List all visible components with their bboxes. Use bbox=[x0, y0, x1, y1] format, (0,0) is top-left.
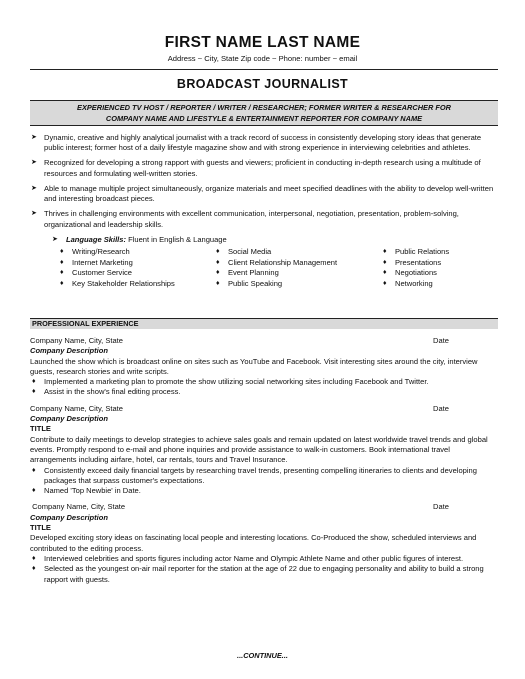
skill-item bbox=[383, 247, 449, 258]
summary-text: Thrives in challenging environments with excellent communication, interpersonal, negotiation, presentation, problem-solving, organizational and leadership skills. bbox=[44, 209, 459, 229]
language-label: Language Skills: bbox=[66, 234, 126, 244]
resume-headline: BROADCAST JOURNALIST bbox=[176, 77, 349, 91]
banner-line-2: COMPANY NAME AND LIFESTYLE & ENTERTAINMENT REPORTER FOR COMPANY NAME bbox=[105, 114, 423, 123]
header-divider bbox=[30, 69, 498, 70]
arrow-bullet-icon: ➤ bbox=[52, 235, 58, 243]
diamond-bullet-icon: ♦ bbox=[60, 269, 64, 277]
skill-item bbox=[60, 279, 175, 290]
summary-item bbox=[30, 133, 498, 154]
job-header bbox=[30, 502, 498, 512]
banner-line-1: EXPERIENCED TV HOST / REPORTER / WRITER / RESEARCHER; FORMER WRITER & RESEARCHER FOR bbox=[77, 103, 451, 112]
skill-item bbox=[60, 258, 175, 269]
diamond-bullet-icon: ♦ bbox=[60, 258, 64, 266]
job-bullet bbox=[30, 486, 498, 496]
diamond-bullet-icon: ♦ bbox=[60, 248, 64, 256]
skill-label: Event Planning bbox=[228, 268, 279, 278]
job-bullet bbox=[30, 466, 498, 487]
continue-marker: ...CONTINUE... bbox=[237, 651, 288, 660]
skill-item bbox=[60, 247, 175, 258]
job-header bbox=[30, 404, 498, 414]
job-summary: Developed exciting story ideas on fascinating local people and interesting locations. Co-Produced the show, scheduled interviews and contributed to the editing process. bbox=[30, 533, 477, 553]
skill-label: Key Stakeholder Relationships bbox=[72, 278, 175, 288]
job-bullet bbox=[30, 554, 498, 564]
skill-item bbox=[216, 258, 337, 269]
job-bullet-text: Named 'Top Newbie' in Date. bbox=[44, 486, 141, 496]
section-heading-experience: PROFESSIONAL EXPERIENCE bbox=[30, 318, 498, 329]
diamond-bullet-icon: ♦ bbox=[383, 258, 387, 266]
skills-column-3 bbox=[383, 247, 449, 289]
arrow-bullet-icon: ➤ bbox=[31, 159, 37, 167]
skills-column-1 bbox=[60, 247, 175, 289]
job-bullet-text: Implemented a marketing plan to promote the show utilizing social networking sites including Facebook and Twitter. bbox=[44, 377, 429, 387]
job-company-description: Company Description bbox=[30, 512, 108, 522]
diamond-bullet-icon: ♦ bbox=[216, 248, 220, 256]
job-entry bbox=[30, 502, 498, 584]
skill-label: Public Relations bbox=[395, 247, 450, 257]
arrow-bullet-icon: ➤ bbox=[31, 210, 37, 218]
job-bullet-text: Assist in the show's final editing process. bbox=[44, 387, 181, 397]
diamond-bullet-icon: ♦ bbox=[32, 565, 36, 573]
summary-item bbox=[30, 158, 498, 179]
diamond-bullet-icon: ♦ bbox=[60, 279, 64, 287]
summary-item bbox=[30, 209, 498, 230]
diamond-bullet-icon: ♦ bbox=[383, 269, 387, 277]
language-value: Fluent in English & Language bbox=[128, 234, 227, 244]
diamond-bullet-icon: ♦ bbox=[216, 258, 220, 266]
skill-label: Negotiations bbox=[395, 268, 437, 278]
skill-label: Networking bbox=[395, 278, 433, 288]
job-entry bbox=[30, 404, 498, 497]
skills-grid bbox=[30, 247, 498, 291]
summary-item bbox=[30, 184, 498, 205]
contact-line: Address ~ City, State Zip code ~ Phone: number ~ email bbox=[167, 54, 358, 63]
job-header bbox=[30, 336, 498, 346]
summary-text: Able to manage multiple project simultaneously, organize materials and meet specified deadlines with the ability to develop well-written and interesting broadcast pieces. bbox=[44, 183, 494, 204]
skill-item bbox=[216, 268, 337, 279]
job-summary: Contribute to daily meetings to develop strategies to achieve sales goals and remain updated on latest worldwide travel trends and global events. Promptly respond to e-mail and phone inquiries and provide assistance to walk-in customers. Book international travel arrangements including airfare, hotel, car rentals, tours and Travel Insurance. bbox=[30, 434, 488, 465]
job-title: TITLE bbox=[30, 523, 51, 533]
job-company-description: Company Description bbox=[30, 346, 108, 356]
job-bullet-text: Consistently exceed daily financial targets by researching travel trends, presenting compelling itineraries to clients and developing packages that surpass customer's expectations. bbox=[44, 465, 477, 485]
diamond-bullet-icon: ♦ bbox=[32, 487, 36, 495]
candidate-name: FIRST NAME LAST NAME bbox=[164, 34, 361, 51]
arrow-bullet-icon: ➤ bbox=[31, 184, 37, 192]
skill-label: Writing/Research bbox=[72, 247, 130, 257]
job-company-description: Company Description bbox=[30, 414, 108, 424]
experience-list bbox=[30, 336, 498, 591]
skill-item bbox=[383, 268, 449, 279]
job-title: TITLE bbox=[30, 424, 51, 434]
job-bullet-text: Selected as the youngest on-air mail reporter for the station at the age of 22 due to engaging personality and ability to build a strong rapport with guests. bbox=[44, 564, 484, 584]
diamond-bullet-icon: ♦ bbox=[32, 554, 36, 562]
skill-item bbox=[383, 279, 449, 290]
diamond-bullet-icon: ♦ bbox=[383, 279, 387, 287]
skill-label: Presentations bbox=[395, 257, 442, 267]
arrow-bullet-icon: ➤ bbox=[31, 134, 37, 141]
skill-item bbox=[216, 279, 337, 290]
summary-text: Recognized for developing a strong rapport with guests and viewers; proficient in conducting in-depth research using a multitude of resources and formulating well-written stories. bbox=[44, 158, 481, 178]
summary-section bbox=[30, 133, 498, 291]
job-company: Company Name, City, State bbox=[30, 502, 126, 512]
skill-label: Client Relationship Management bbox=[228, 257, 338, 267]
language-skills bbox=[30, 235, 498, 245]
diamond-bullet-icon: ♦ bbox=[383, 248, 387, 256]
diamond-bullet-icon: ♦ bbox=[32, 378, 36, 386]
skill-label: Customer Service bbox=[72, 268, 132, 278]
skill-item bbox=[383, 258, 449, 269]
diamond-bullet-icon: ♦ bbox=[216, 269, 220, 277]
job-bullet-text: Interviewed celebrities and sports figures including actor Name and Olympic Athlete Name and other public figures of interest. bbox=[44, 553, 464, 563]
job-date: Date bbox=[433, 403, 449, 413]
skills-column-2 bbox=[216, 247, 337, 289]
job-date: Date bbox=[433, 502, 449, 512]
job-bullet bbox=[30, 377, 498, 387]
profile-banner bbox=[30, 100, 498, 126]
diamond-bullet-icon: ♦ bbox=[32, 466, 36, 474]
skill-item bbox=[60, 268, 175, 279]
job-bullet bbox=[30, 387, 498, 397]
job-date: Date bbox=[433, 336, 449, 345]
job-entry bbox=[30, 336, 498, 398]
skill-label: Public Speaking bbox=[228, 278, 283, 288]
job-company: Company Name, City, State bbox=[30, 336, 123, 345]
diamond-bullet-icon: ♦ bbox=[32, 388, 36, 396]
skill-item bbox=[216, 247, 337, 258]
summary-text: Dynamic, creative and highly analytical journalist with a track record of success in consistently developing story ideas that generate public interest; former host of a daily lifestyle magazine show and with strong experience in interviewing celebrities and athletes. bbox=[44, 133, 482, 153]
diamond-bullet-icon: ♦ bbox=[216, 279, 220, 287]
skill-label: Social Media bbox=[228, 247, 272, 257]
skill-label: Internet Marketing bbox=[72, 257, 133, 267]
job-company: Company Name, City, State bbox=[30, 403, 123, 413]
job-summary: Launched the show which is broadcast online on sites such as YouTube and Facebook. Visit interesting sites around the city, interview guests, research stories and write scripts. bbox=[30, 356, 478, 376]
job-bullet bbox=[30, 564, 498, 585]
